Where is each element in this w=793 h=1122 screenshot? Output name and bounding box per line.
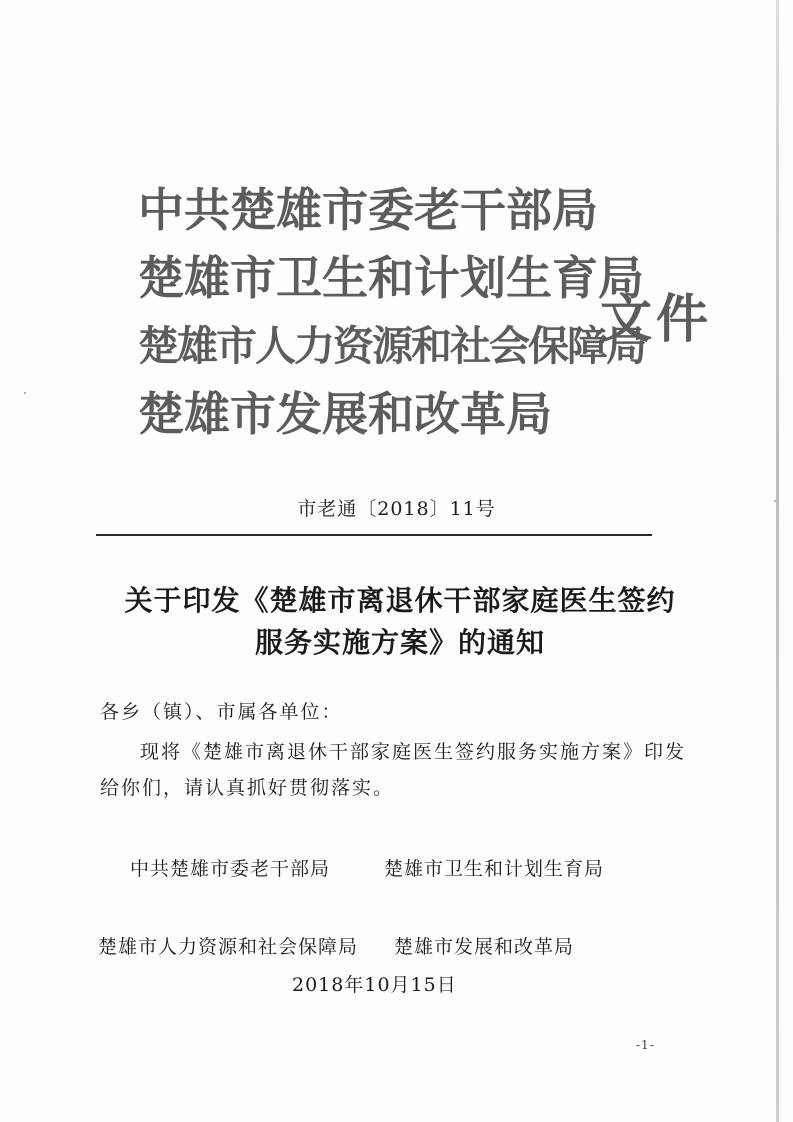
body-paragraph-line-1: 现将《楚雄市离退休干部家庭医生签约服务实施方案》印发 xyxy=(140,741,687,763)
salutation: 各乡（镇）、市属各单位： xyxy=(100,701,343,723)
issuer-line-1: 中共楚雄市委老干部局 xyxy=(138,183,598,237)
scan-edge-shadow xyxy=(776,0,779,1122)
header-divider xyxy=(96,534,652,536)
title-line-1: 关于印发《楚雄市离退休干部家庭医生签约 xyxy=(124,584,676,617)
document-number: 市老通〔2018〕11号 xyxy=(297,498,496,520)
signature-issuer-4: 楚雄市发展和改革局 xyxy=(394,936,575,958)
page-number: -1- xyxy=(636,1038,655,1052)
signature-issuer-2: 楚雄市卫生和计划生育局 xyxy=(384,858,605,880)
issuer-line-4: 楚雄市发展和改革局 xyxy=(138,387,552,441)
issuer-line-3: 楚雄市人力资源和社会保障局 xyxy=(138,322,645,370)
issue-date: 2018年10月15日 xyxy=(292,974,457,996)
signature-issuer-1: 中共楚雄市委老干部局 xyxy=(130,858,331,880)
scan-speck xyxy=(24,392,26,394)
signature-issuer-3: 楚雄市人力资源和社会保障局 xyxy=(98,936,359,958)
doc-type-label: 文件 xyxy=(600,290,713,350)
issuer-line-2: 楚雄市卫生和计划生育局 xyxy=(138,251,644,305)
title-line-2: 服务实施方案》的通知 xyxy=(254,626,545,659)
body-paragraph-line-2: 给你们，请认真抓好贯彻落实。 xyxy=(100,777,395,799)
document-title xyxy=(60,580,740,664)
